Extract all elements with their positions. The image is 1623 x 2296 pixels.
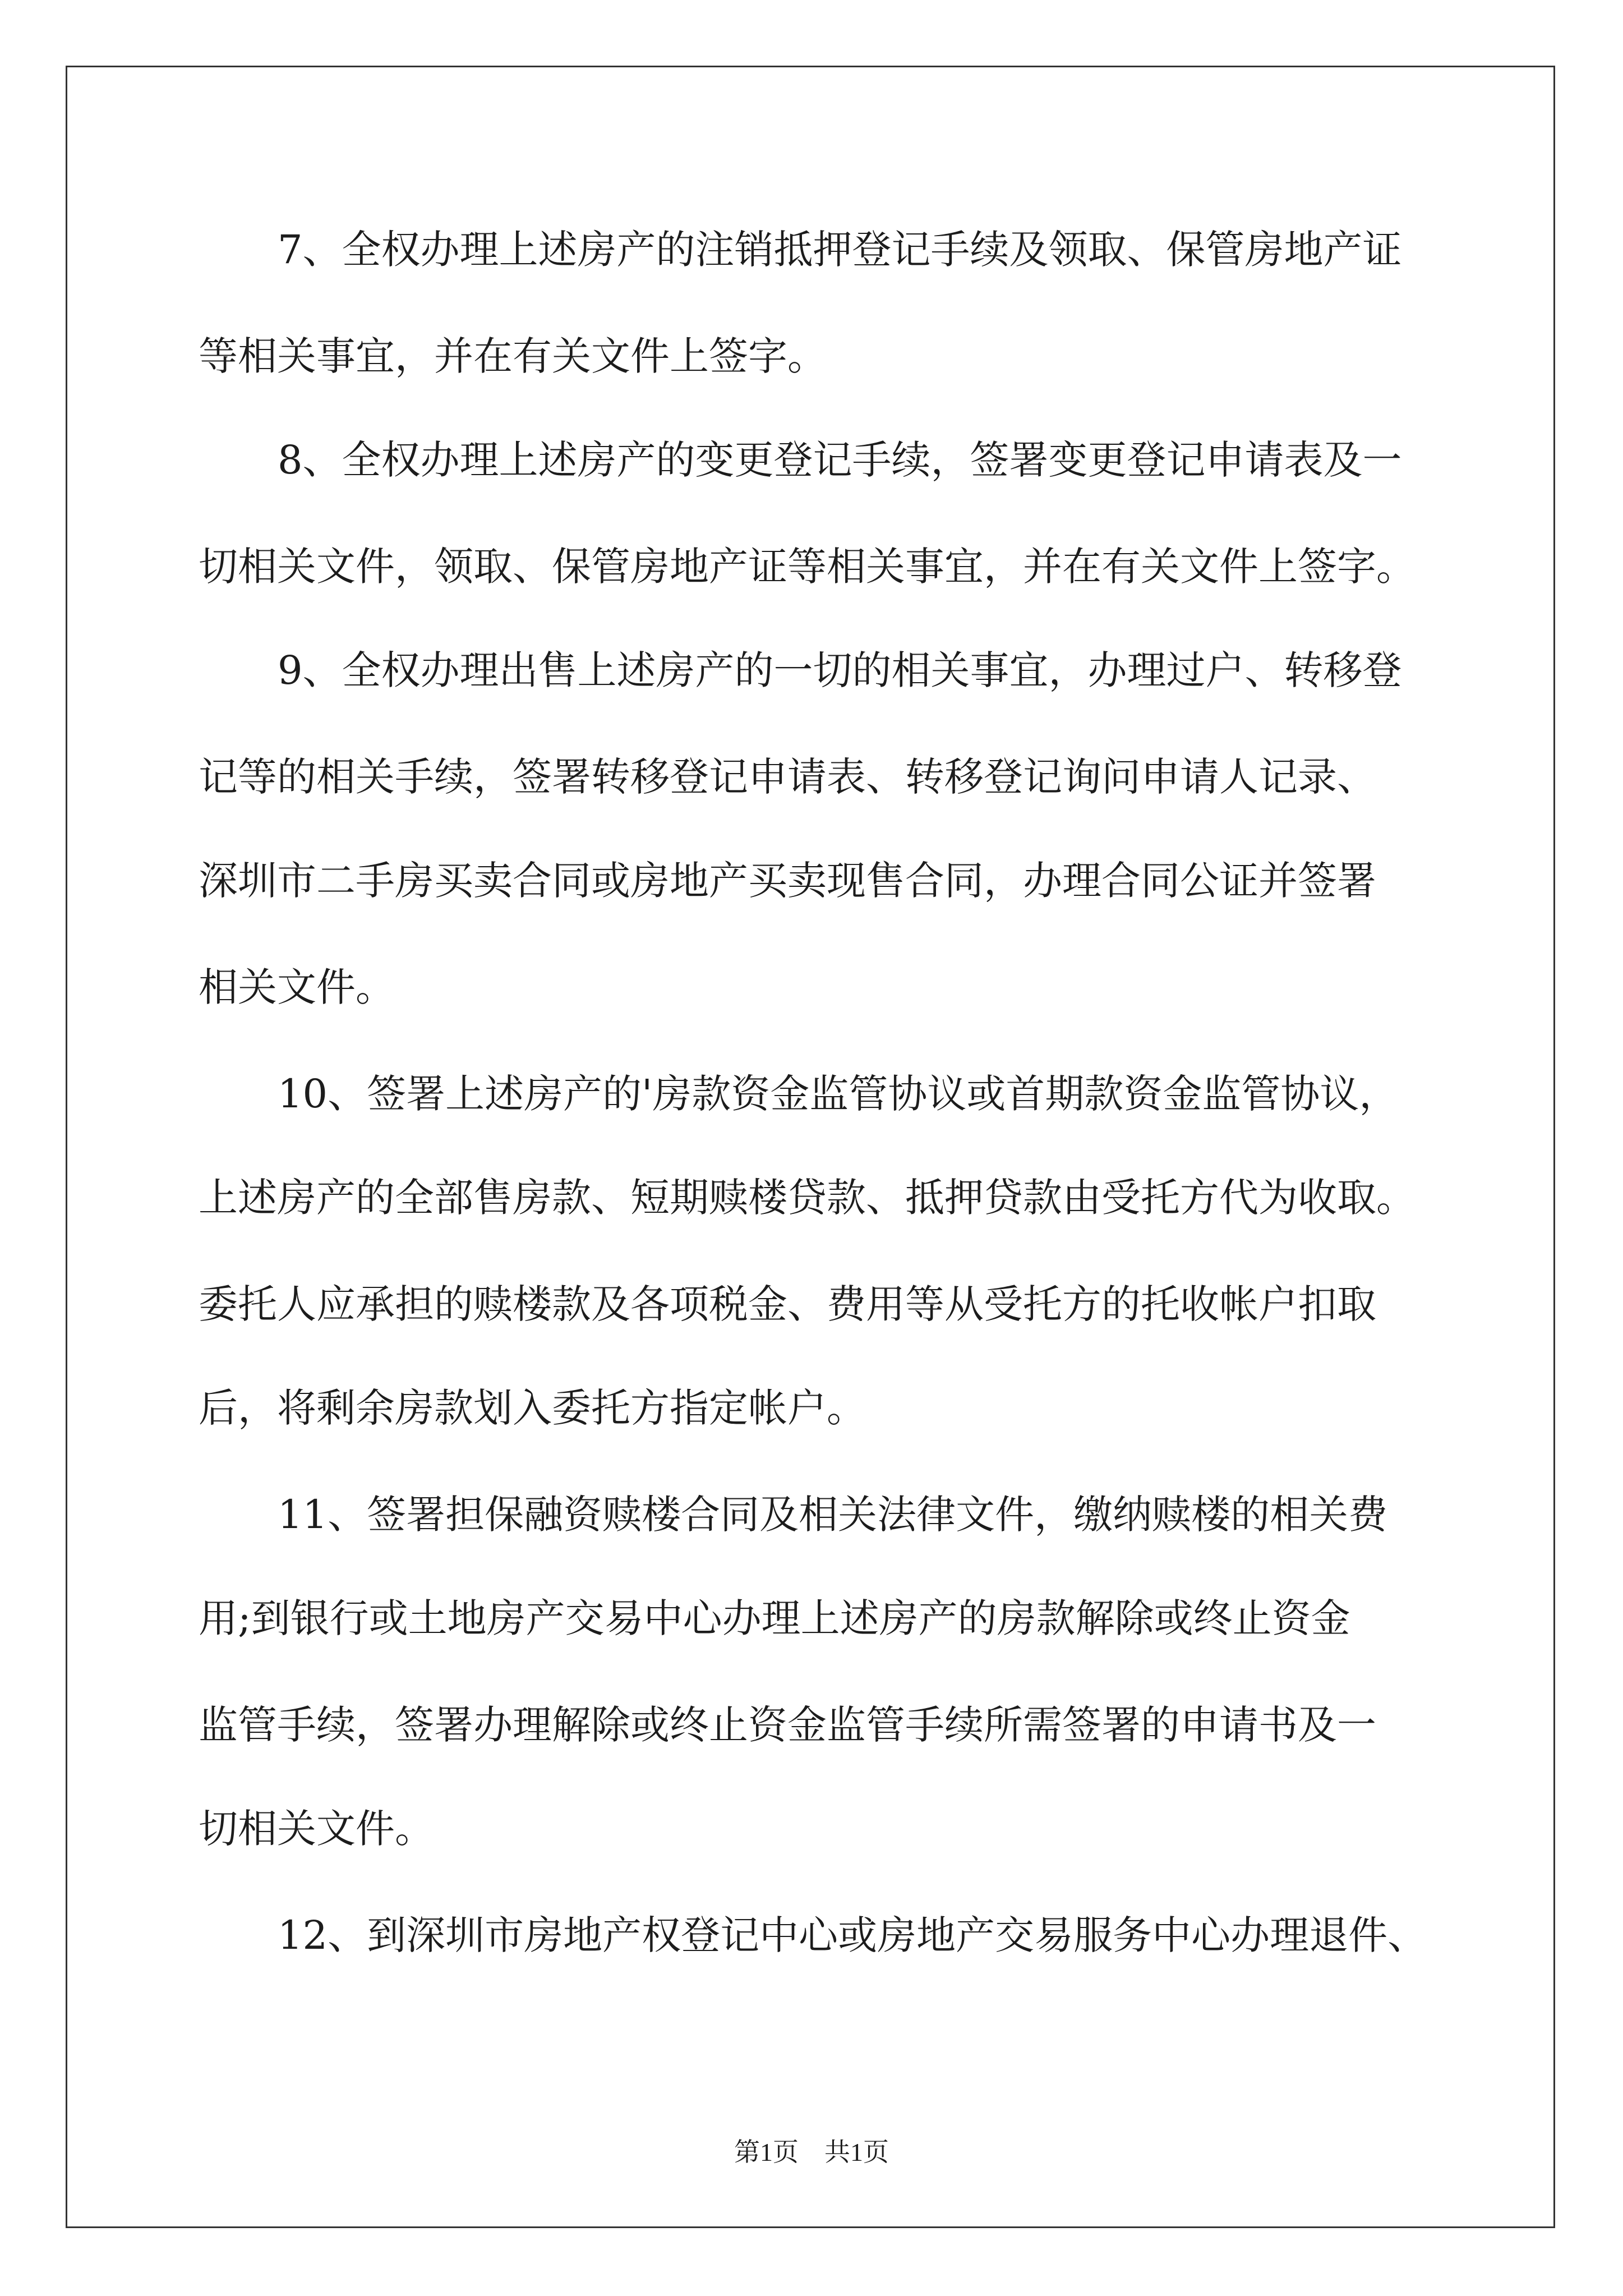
paragraph-9-line-1: 9、全权办理出售上述房产的一切的相关事宜，办理过户、转移登 bbox=[278, 647, 1402, 693]
paragraph-9-line-3: 深圳市二手房买卖合同或房地产买卖现售合同，办理合同公证并签署 bbox=[199, 858, 1376, 904]
paragraph-10-line-1: 10、签署上述房产的'房款资金监管协议或首期款资金监管协议， bbox=[278, 1071, 1399, 1117]
page-number-footer: 第1页 共1页 bbox=[734, 2138, 889, 2166]
paragraph-9-line-4: 相关文件。 bbox=[199, 964, 395, 1010]
paragraph-11-line-1: 11、签署担保融资赎楼合同及相关法律文件，缴纳赎楼的相关费 bbox=[278, 1492, 1388, 1538]
page-border bbox=[66, 66, 1555, 2228]
paragraph-10-line-4: 后，将剩余房款划入委托方指定帐户。 bbox=[199, 1385, 866, 1431]
paragraph-12-line-1: 12、到深圳市房地产权登记中心或房地产交易服务中心办理退件、 bbox=[278, 1912, 1427, 1958]
paragraph-7-line-1: 7、全权办理上述房产的注销抵押登记手续及领取、保管房地产证 bbox=[278, 227, 1402, 273]
paragraph-8-line-2: 切相关文件，领取、保管房地产证等相关事宜，并在有关文件上签字。 bbox=[199, 544, 1415, 590]
paragraph-11-line-4: 切相关文件。 bbox=[199, 1806, 434, 1852]
paragraph-11-line-2: 用;到银行或土地房产交易中心办理上述房产的房款解除或终止资金 bbox=[199, 1595, 1350, 1641]
paragraph-10-line-3: 委托人应承担的赎楼款及各项税金、费用等从受托方的托收帐户扣取 bbox=[199, 1281, 1376, 1327]
paragraph-11-line-3: 监管手续，签署办理解除或终止资金监管手续所需签署的申请书及一 bbox=[199, 1702, 1376, 1748]
paragraph-10-line-2: 上述房产的全部售房款、短期赎楼贷款、抵押贷款由受托方代为收取。 bbox=[199, 1175, 1415, 1221]
paragraph-9-line-2: 记等的相关手续，签署转移登记申请表、转移登记询问申请人记录、 bbox=[199, 754, 1376, 800]
paragraph-8-line-1: 8、全权办理上述房产的变更登记手续，签署变更登记申请表及一 bbox=[278, 437, 1402, 483]
paragraph-7-line-2: 等相关事宜，并在有关文件上签字。 bbox=[199, 333, 827, 379]
